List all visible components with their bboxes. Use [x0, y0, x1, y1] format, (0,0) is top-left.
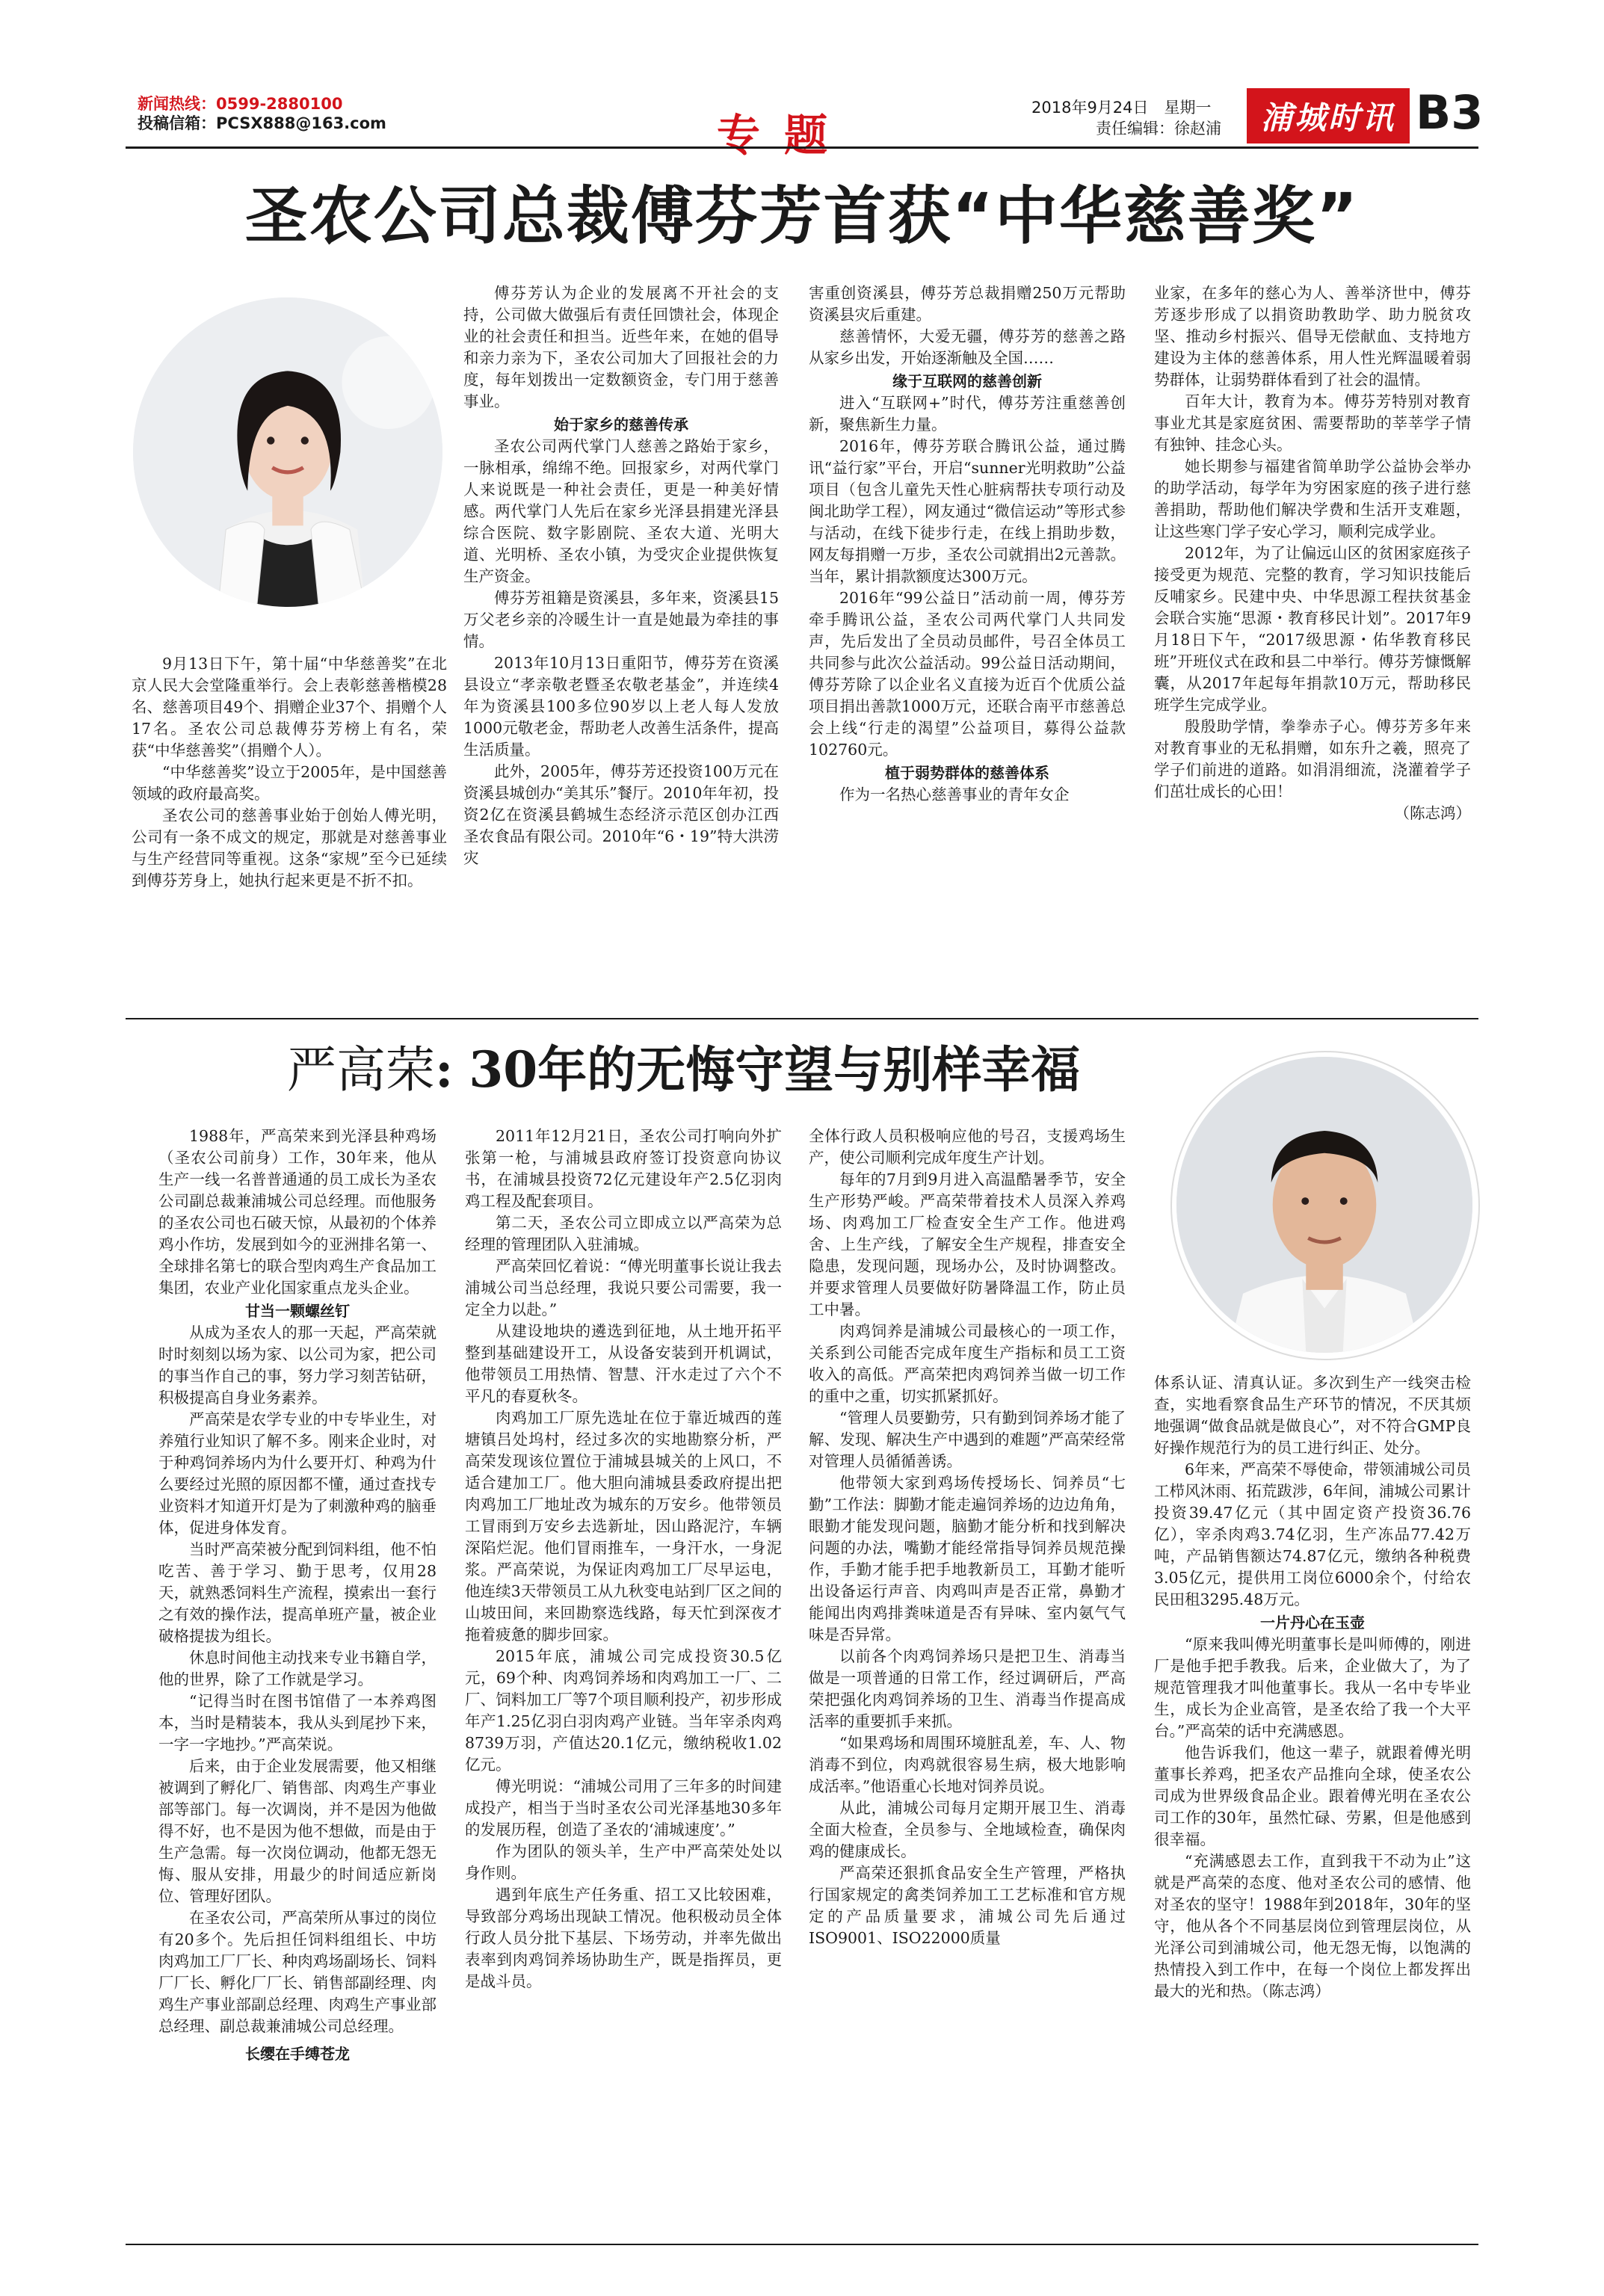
paragraph: 殷殷助学情，拳拳赤子心。傅芬芳多年来对教育事业的无私捐赠，如东升之羲，照亮了学子们前进的道路。如涓涓细流，浇灌着学子们茁壮成长的心田！ — [1154, 718, 1471, 800]
paragraph: 傅光明说：“浦城公司用了三年多的时间建成投产，相当于当时圣农公司光泽基地30多年的发展历程，创造了圣农的‘浦城速度’。” — [465, 1777, 782, 1839]
page-number: B3 — [1416, 85, 1484, 140]
email-label: 投稿信箱： — [138, 114, 216, 132]
byline: （陈志鸿） — [1394, 804, 1471, 822]
issue-date: 2018年9月24日 星期一 — [1031, 99, 1212, 117]
paragraph: “中华慈善奖”设立于2005年，是中国慈善领域的政府最高奖。 — [132, 763, 447, 803]
article2-column-1 — [158, 1126, 437, 2065]
paragraph: 严高荣回忆着说：“傅光明董事长说让我去浦城公司当总经理，我说只要公司需要，我一定全力以赴。” — [465, 1257, 782, 1318]
paragraph: 遇到年底生产任务重、招工又比较困难，导致部分鸡场出现缺工情况。他积极动员全体行政人员分批下基层、下场劳动，并率先做出表率到肉鸡饲养场协助生产，既是指挥员，更是战斗员。 — [465, 1886, 782, 1990]
article2-column-4 — [1154, 1372, 1471, 2002]
editor-credit: 责任编辑：徐赵浦 — [1096, 120, 1221, 138]
paragraph: 休息时间他主动找来专业书籍自学，他的世界，除了工作就是学习。 — [158, 1649, 437, 1688]
paragraph: 9月13日下午，第十届“中华慈善奖”在北京人民大会堂隆重举行。会上表彰慈善楷模28名、慈善项目49个、捐赠企业37个、捐赠个人17名。圣农公司总裁傅芬芳榜上有名，荣获“中华慈善奖”（捐赠个人）。 — [132, 655, 447, 759]
paragraph: 2011年12月21日，圣农公司打响向外扩张第一枪，与浦城县政府签订投资意向协议书，在浦城县投资72亿元建设年产2.5亿羽肉鸡工程及配套项目。 — [465, 1127, 782, 1210]
subheading: 一片丹心在玉壶 — [1260, 1614, 1365, 1632]
headline-separator: : — [435, 1040, 454, 1099]
paragraph: 2016年，傅芬芳联合腾讯公益，通过腾讯“益行家”平台，开启“sunner光明救助”公益项目（包含儿童先天性心脏病帮扶专项行动及闽北助学工程），网友通过“微信运动”等形式参与活动，在线下徒步行走，在线上捐助步数，网友每捐赠一万步，圣农公司就捐出2元善款。当年，累计捐款额度达300万元。 — [809, 437, 1126, 585]
paragraph: 1988年，严高荣来到光泽县种鸡场（圣农公司前身）工作，30年来，他从生产一线一名普普通通的员工成长为圣农公司副总裁兼浦城公司总经理。而他服务的圣农公司也石破天惊，从最初的个体养鸡小作坊，发展到如今的亚洲排名第一、全球排名第七的联合型肉鸡生产食品加工集团，农业产业化国家重点龙头企业。 — [158, 1127, 437, 1297]
paragraph: 从此，浦城公司每月定期开展卫生、消毒全面大检查，全员参与、全地域检查，确保肉鸡的健康成长。 — [809, 1799, 1126, 1860]
paragraph: 害重创资溪县，傅芬芳总裁捐赠250万元帮助资溪县灾后重建。 — [809, 284, 1126, 324]
paragraph: 圣农公司两代掌门人慈善之路始于家乡，一脉相承，绵绵不绝。回报家乡，对两代掌门人来说既是一种社会责任，更是一种美好情感。两代掌门人先后在家乡光泽县捐建光泽县综合医院、数字影剧院、圣农大道、光明大道、光明桥、圣农小镇，为受灾企业提供恢复生产资金。 — [463, 437, 779, 585]
news-hotline-block — [138, 94, 386, 133]
paragraph: 百年大计，教育为本。傅芬芳特别对教育事业尤其是家庭贫困、需要帮助的莘莘学子情有独钟、挂念心头。 — [1154, 392, 1471, 454]
paragraph: 全体行政人员积极响应他的号召，支援鸡场生产，使公司顺利完成年度生产计划。 — [809, 1127, 1126, 1167]
article1-column-1 — [132, 653, 447, 892]
article1-column-4 — [1154, 283, 1471, 824]
portrait-woman-icon — [133, 297, 442, 607]
article1-column-3 — [809, 283, 1126, 806]
paragraph: 第二天，圣农公司立即成立以严高荣为总经理的管理团队入驻浦城。 — [465, 1214, 782, 1253]
paragraph: “充满感恩去工作，直到我干不动为止”这就是严高荣的态度、他对圣农公司的感情、他对圣农的坚守！1988年到2018年，30年的坚守，他从各个不同基层岗位到管理层岗位，从光泽公司到浦城公司，他无怨无悔，以饱满的热情投入到工作中，在每一个岗位上都发挥出最大的光和热。（陈志鸿） — [1154, 1852, 1471, 2000]
paragraph: 2015年底，浦城公司完成投资30.5亿元，69个种、肉鸡饲养场和肉鸡加工一厂、二厂、饲料加工厂等7个项目顺利投产，初步形成年产1.25亿羽白羽肉鸡产业链。当年宰杀肉鸡8739万羽，产值达20.1亿元，缴纳税收1.02亿元。 — [465, 1647, 782, 1774]
hotline-number: 0599-2880100 — [216, 95, 343, 113]
paragraph: 2012年，为了让偏远山区的贫困家庭孩子接受更为规范、完整的教育，学习知识技能后反哺家乡。民建中央、中华思源工程扶贫基金会联合实施“思源・教育移民计划”。2017年9月18日下午，“2017级思源・佑华教育移民班”开班仪式在政和县二中举行。傅芬芳慷慨解囊，从2017年起每年捐款10万元，帮助移民班学生完成学业。 — [1154, 544, 1471, 714]
paragraph: 每年的7月到9月进入高温酷暑季节，安全生产形势严峻。严高荣带着技术人员深入养鸡场、肉鸡加工厂检查安全生产工作。他进鸡舍、上生产线，了解安全生产规程，排查安全隐患，发现问题，现场办公，及时协调整改。并要求管理人员要做好防暑降温工作，防止员工中暑。 — [809, 1170, 1126, 1318]
paragraph: 从成为圣农人的那一天起，严高荣就时时刻刻以场为家、以公司为家，把公司的事当作自己的事，努力学习刻苦钻研，积极提高自身业务素养。 — [158, 1324, 437, 1407]
paragraph: 2016年“99公益日”活动前一周，傅芬芳牵手腾讯公益，圣农公司两代掌门人共同发声，先后发出了全员动员邮件，号召全体员工共同参与此次公益活动。99公益日活动期间，傅芬芳除了以企业名义直接为近百个优质公益项目捐出善款1000万元，还联合南平市慈善总会上线“行走的渴望”公益项目，募得公益款102760元。 — [809, 589, 1126, 759]
paragraph: 6年来，严高荣不辱使命，带领浦城公司员工栉风沐雨、拓荒跋涉，6年间，浦城公司累计投资39.47亿元（其中固定资产投资36.76亿），宰杀肉鸡3.74亿羽，生产冻品77.42万吨，产品销售额达74.87亿元，缴纳各种税费3.05亿元，提供用工岗位6000余个，付给农民田租3295.48万元。 — [1154, 1460, 1471, 1608]
paragraph: “记得当时在图书馆借了一本养鸡图本，当时是精装本，我从头到尾抄下来，一字一字地抄。”严高荣说。 — [158, 1692, 437, 1753]
paragraph: 严高荣是农学专业的中专毕业生，对养殖行业知识了解不多。刚来企业时，对于种鸡饲养场内为什么要开灯、种鸡为什么要经过光照的原因都不懂，通过查找专业资料才知道开灯是为了刺激种鸡的脑垂体，促进身体发育。 — [158, 1410, 437, 1537]
subheading: 长缨在手缚苍龙 — [245, 2045, 350, 2063]
portrait-photo-fu-fenfang — [133, 297, 442, 607]
paragraph: 肉鸡饲养是浦城公司最核心的一项工作，关系到公司能否完成年度生产指标和员工工资收入的高低。严高荣把肉鸡饲养当做一切工作的重中之重，切实抓紧抓好。 — [809, 1322, 1126, 1405]
paragraph: 肉鸡加工厂原先选址在位于靠近城西的莲塘镇吕处坞村，经过多次的实地勘察分析，严高荣发现该位置位于浦城县城关的上风口，不适合建加工厂。他大胆向浦城县委政府提出把肉鸡加工厂地址改为城东的万安乡。他带领员工冒雨到万安乡去选新址，因山路泥泞，车辆深陷烂泥。他们冒雨推车，一身汗水，一身泥浆。严高荣说，为保证肉鸡加工厂尽早运电，他连续3天带领员工从九秋变电站到厂区之间的山坡田间，来回勘察选线路，每天忙到深夜才拖着疲惫的脚步回家。 — [465, 1409, 782, 1644]
paragraph: 严高荣还狠抓食品安全生产管理，严格执行国家规定的禽类饲养加工工艺标准和官方规定的产品质量要求，浦城公司先后通过ISO9001、ISO22000质量 — [809, 1864, 1126, 1947]
headline-title: 30年的无悔守望与别样幸福 — [469, 1040, 1081, 1099]
subheading: 植于弱势群体的慈善体系 — [885, 764, 1049, 782]
paragraph: “原来我叫傅光明董事长是叫师傅的，刚进厂是他手把手教我。后来，企业做大了，为了规范管理我才叫他董事长。我从一名中专毕业生，成长为企业高管，是圣农给了我一个大平台。”严高荣的话中充满感恩。 — [1154, 1635, 1471, 1740]
article2-column-3 — [809, 1126, 1126, 1949]
subheading: 甘当一颗螺丝钉 — [245, 1302, 350, 1320]
paragraph: 傅芬芳认为企业的发展离不开社会的支持，公司做大做强后有责任回馈社会，体现企业的社会责任和担当。近些年来，在她的倡导和亲力亲为下，圣农公司加大了回报社会的力度，每年划拨出一定数额资金，专门用于慈善事业。 — [463, 284, 779, 410]
paragraph: 2013年10月13日重阳节，傅芬芳在资溪县设立“孝亲敬老暨圣农敬老基金”，并连续4年为资溪县100多位90岁以上老人每人发放1000元敬老金，帮助老人改善生活条件，提高生活质量。 — [463, 654, 779, 759]
bottom-rule — [126, 2244, 1478, 2245]
article1-headline: 圣农公司总裁傅芬芳首获“中华慈善奖” — [244, 179, 1360, 253]
paragraph: 作为团队的领头羊，生产中严高荣处处以身作则。 — [465, 1842, 782, 1882]
email-address: PCSX888@163.com — [216, 114, 386, 132]
paragraph: 圣农公司的慈善事业始于创始人傅光明，公司有一条不成文的规定，那就是对慈善事业与生产经营同等重视。这条“家规”至今已延续到傅芬芳身上，她执行起来更是不折不扣。 — [132, 806, 447, 889]
subheading: 缘于互联网的慈善创新 — [892, 372, 1042, 390]
paragraph: 进入“互联网+”时代，傅芬芳注重慈善创新，聚焦新生力量。 — [809, 394, 1126, 433]
article1-column-2 — [463, 283, 779, 869]
article-divider — [126, 1018, 1478, 1019]
paragraph: 傅芬芳祖籍是资溪县，多年来，资溪县15万父老乡亲的冷暖生计一直是她最为牵挂的事情。 — [463, 589, 779, 650]
masthead-rule — [126, 146, 1478, 149]
article2-headline — [287, 1030, 1080, 1101]
paragraph: 以前各个肉鸡饲养场只是把卫生、消毒当做是一项普通的日常工作，经过调研后，严高荣把强化肉鸡饲养场的卫生、消毒当作提高成活率的重要抓手来抓。 — [809, 1647, 1126, 1730]
section-title: 专题 — [716, 110, 851, 161]
portrait-photo-yan-gaorong — [1176, 1057, 1472, 1353]
paragraph: 慈善情怀，大爱无疆，傅芬芳的慈善之路从家乡出发，开始逐渐触及全国…… — [809, 327, 1126, 367]
paragraph: 他带领大家到鸡场传授场长、饲养员“七勤”工作法：脚勤才能走遍饲养场的边边角角，眼勤才能发现问题，脑勤才能分析和找到解决问题的办法，嘴勤才能经常指导饲养员规范操作，手勤才能手把手地教新员工，耳勤才能听出设备运行声音、肉鸡叫声是否正常，鼻勤才能闻出肉鸡排粪味道是否有异味、室内氨气气味是否异常。 — [809, 1474, 1126, 1644]
paragraph: 她长期参与福建省简单助学公益协会举办的助学活动，每学年为穷困家庭的孩子进行慈善捐助，帮助他们解决学费和生活开支难题，让这些寒门学子安心学习，顺利完成学业。 — [1154, 457, 1471, 540]
paragraph: 后来，由于企业发展需要，他又相继被调到了孵化厂、销售部、肉鸡生产事业部等部门。每一次调岗，并不是因为他做得不好，也不是因为他不想做，而是由于生产急需。每一次岗位调动，他都无怨无悔、服从安排，用最少的时间适应新岗位、管理好团队。 — [158, 1757, 437, 1905]
paper-logo: 浦城时讯 — [1247, 88, 1410, 144]
portrait-man-icon — [1176, 1057, 1472, 1353]
paragraph: “如果鸡场和周围环境脏乱差，车、人、物消毒不到位，肉鸡就很容易生病，极大地影响成活率。”他语重心长地对饲养员说。 — [809, 1734, 1126, 1795]
paragraph: 他告诉我们，他这一辈子，就跟着傅光明董事长养鸡，把圣农产品推向全球，使圣农公司成为世界级食品企业。跟着傅光明在圣农公司工作的30年，虽然忙碌、劳累，但是他感到很幸福。 — [1154, 1744, 1471, 1848]
paragraph: 在圣农公司，严高荣所从事过的岗位有20多个。先后担任饲料组组长、中坊肉鸡加工厂厂长、种肉鸡场副场长、饲料厂厂长、孵化厂厂长、销售部副经理、肉鸡生产事业部副总经理、肉鸡生产事业部总经理、副总裁兼浦城公司总经理。 — [158, 1909, 437, 2035]
paragraph: “管理人员要勤劳，只有勤到饲养场才能了解、发现、解决生产中遇到的难题”严高荣经常对管理人员循循善诱。 — [809, 1409, 1126, 1470]
dateline — [1031, 97, 1221, 139]
paragraph: 体系认证、清真认证。多次到生产一线突击检查，实地看察食品生产环节的情况，不厌其烦地强调“做食品就是做良心”，对不符合GMP良好操作规范行为的员工进行纠正、处分。 — [1154, 1374, 1471, 1457]
paragraph: 从建设地块的遴选到征地，从土地开拓平整到基础建设开工，从设备安装到开机调试，他带领员工用热情、智慧、汗水走过了六个不平凡的春夏秋冬。 — [465, 1322, 782, 1405]
article2-column-2 — [465, 1126, 782, 1993]
paragraph: 此外，2005年，傅芬芳还投资100万元在资溪县城创办“美其乐”餐厅。2010年年初，投资2亿在资溪县鹤城生态经济示范区创办江西圣农食品有限公司。2010年“6・19”特大洪涝灾 — [463, 762, 779, 867]
paragraph: 当时严高荣被分配到饲料组，他不怕吃苦、善于学习、勤于思考，仅用28天，就熟悉饲料生产流程，摸索出一套行之有效的操作法，提高单班产量，被企业破格提拔为组长。 — [158, 1540, 437, 1645]
paragraph: 作为一名热心慈善事业的青年女企 — [839, 786, 1070, 803]
paragraph: 业家，在多年的慈心为人、善举济世中，傅芬芳逐步形成了以捐资助教助学、助力脱贫攻坚、推动乡村振兴、倡导无偿献血、支持地方建设为主体的慈善体系，用人性光辉温暖着弱势群体，让弱势群体看到了社会的温情。 — [1154, 284, 1471, 389]
subheading: 始于家乡的慈善传承 — [554, 416, 688, 433]
headline-name: 严高荣 — [287, 1041, 435, 1099]
hotline-label: 新闻热线： — [138, 95, 216, 113]
